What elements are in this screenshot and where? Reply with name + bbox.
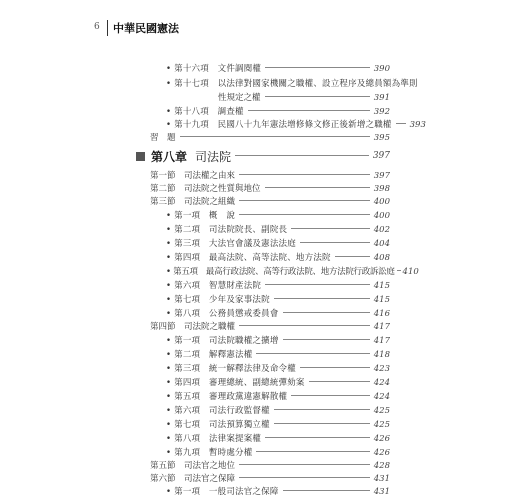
toc-entry-label: • 第六項 智慧財產法院 xyxy=(166,281,262,291)
toc-entry-page: 400 xyxy=(373,211,390,221)
book-title: 中華民國憲法 xyxy=(113,22,179,35)
toc-entry-label: • 第一項 概 說 xyxy=(166,211,236,221)
dot-leader xyxy=(300,367,370,368)
toc-entry-label: 第五節 司法官之地位 xyxy=(150,461,236,471)
toc-entry-page: 426 xyxy=(373,448,390,458)
toc-entry-label: • 第九項 暫時處分權 xyxy=(166,448,253,458)
toc-entry-page: 390 xyxy=(373,64,390,74)
toc-entry-label: • 第四項 最高法院、高等法院、地方法院 xyxy=(166,253,331,263)
toc-entry[interactable] xyxy=(150,169,390,182)
dot-leader xyxy=(180,136,370,137)
dot-leader xyxy=(248,110,370,111)
toc-entry[interactable] xyxy=(166,307,390,320)
toc-entry-page: 431 xyxy=(373,487,390,497)
toc-entry-page: 431 xyxy=(373,474,390,484)
dot-leader xyxy=(274,409,370,410)
toc-entry-page: 428 xyxy=(373,461,390,471)
toc-entry-label: 第二節 司法院之性質與地位 xyxy=(150,184,261,194)
dot-leader xyxy=(256,353,369,354)
toc-entry-page: 426 xyxy=(373,434,390,444)
dot-leader xyxy=(239,174,370,175)
dot-leader xyxy=(239,325,370,326)
dot-leader xyxy=(265,284,370,285)
toc-entry-page: 415 xyxy=(373,295,390,305)
dot-leader xyxy=(396,123,406,124)
toc-entry-page: 395 xyxy=(373,133,390,143)
dot-leader xyxy=(265,67,370,68)
toc-entry[interactable] xyxy=(150,182,390,195)
toc-entry-page: 408 xyxy=(373,253,390,263)
toc-entry-page: 418 xyxy=(373,350,390,360)
toc-entry-page: 415 xyxy=(373,281,390,291)
dot-leader xyxy=(274,298,370,299)
dot-leader xyxy=(239,477,370,478)
toc-entry[interactable] xyxy=(166,432,390,445)
toc-entry-page: 424 xyxy=(373,378,390,388)
running-header xyxy=(94,20,424,38)
toc-entry-label: 性規定之權 xyxy=(218,93,261,103)
toc-entry[interactable] xyxy=(166,446,390,459)
toc-entry-label: • 第十八項 調查權 xyxy=(166,107,244,117)
toc-entry-label: • 第七項 司法預算獨立權 xyxy=(166,420,270,430)
toc-entry-label: • 第二項 司法院院長、副院長 xyxy=(166,225,288,235)
toc-entry[interactable] xyxy=(166,265,419,278)
dot-leader xyxy=(335,256,370,257)
dot-leader xyxy=(265,96,370,97)
dot-leader xyxy=(239,200,370,201)
toc-entry[interactable] xyxy=(166,118,426,131)
toc-entry-label: • 第五項 最高行政法院、高等行政法院、地方法院行政訴訟庭 xyxy=(166,267,395,277)
square-bullet-icon xyxy=(136,152,145,161)
toc-entry-continuation[interactable] xyxy=(218,91,390,104)
toc-entry[interactable] xyxy=(166,223,390,236)
chapter-title: 司法院 xyxy=(195,149,232,164)
dot-leader xyxy=(274,423,370,424)
toc-entry[interactable] xyxy=(150,320,390,333)
dot-leader xyxy=(265,187,370,188)
toc-entry[interactable] xyxy=(166,362,390,375)
toc-entry[interactable] xyxy=(166,334,390,347)
dot-leader xyxy=(300,242,370,243)
dot-leader xyxy=(239,464,370,465)
toc-entry[interactable] xyxy=(166,404,390,417)
toc-entry-label: • 第六項 司法行政監督權 xyxy=(166,406,270,416)
toc-entry[interactable] xyxy=(166,62,390,75)
toc-entry-page: 391 xyxy=(373,93,390,103)
toc-entry-page: 423 xyxy=(373,364,390,374)
dot-leader xyxy=(291,395,370,396)
toc-entry-label: • 第一項 司法院職權之擴增 xyxy=(166,336,279,346)
toc-entry[interactable] xyxy=(166,293,390,306)
toc-entry[interactable] xyxy=(166,77,418,90)
toc-entry-label: • 第七項 少年及家事法院 xyxy=(166,295,270,305)
dot-leader xyxy=(239,214,370,215)
toc-entry[interactable] xyxy=(150,195,390,208)
toc-entry-label: 第一節 司法權之由來 xyxy=(150,171,236,181)
toc-entry-label: • 第十六項 文件調閱權 xyxy=(166,64,262,74)
toc-entry-label: • 第八項 公務員懲戒委員會 xyxy=(166,309,279,319)
page-number: 6 xyxy=(94,22,100,32)
toc-entry-page: 400 xyxy=(373,197,390,207)
toc-entry-page: 397 xyxy=(373,171,390,181)
toc-entry-page: 410 xyxy=(402,267,419,277)
toc-entry[interactable] xyxy=(166,105,390,118)
toc-entry-label: • 第八項 法律案提案權 xyxy=(166,434,262,444)
toc-entry-page: 417 xyxy=(373,336,390,346)
dot-leader xyxy=(283,490,370,491)
toc-entry-label: • 第一項 一般司法官之保障 xyxy=(166,487,279,497)
dot-leader xyxy=(256,451,369,452)
header-divider xyxy=(107,20,108,36)
chapter-number: 第八章 xyxy=(151,149,188,164)
toc-entry-label: • 第十九項 民國八十九年憲法增修條文修正後新增之職權 xyxy=(166,120,392,130)
toc-entry-page: 424 xyxy=(373,392,390,402)
toc-entry-page: 404 xyxy=(373,239,390,249)
toc-entry-label: • 第三項 大法官會議及憲法法庭 xyxy=(166,239,296,249)
toc-entry-page: 393 xyxy=(409,120,426,130)
toc-entry[interactable] xyxy=(150,472,390,485)
toc-entry-label: • 第二項 解釋憲法權 xyxy=(166,350,253,360)
toc-entry-label: 第六節 司法官之保障 xyxy=(150,474,236,484)
toc-entry-label: • 第四項 審理總統、副總統彈劾案 xyxy=(166,378,305,388)
toc-entry-page: 416 xyxy=(373,309,390,319)
toc-entry-page: 402 xyxy=(373,225,390,235)
dot-leader xyxy=(397,270,401,271)
toc-entry[interactable] xyxy=(166,390,390,403)
chapter-page: 397 xyxy=(372,151,390,161)
toc-entry-label: 習 題 xyxy=(150,133,176,143)
toc-entry[interactable] xyxy=(166,209,390,222)
toc-entry[interactable] xyxy=(166,348,390,361)
toc-entry-page: 425 xyxy=(373,406,390,416)
toc-entry[interactable] xyxy=(166,251,390,264)
toc-entry-page: 398 xyxy=(373,184,390,194)
toc-entry[interactable] xyxy=(150,131,390,144)
toc-entry[interactable] xyxy=(166,279,390,292)
dot-leader xyxy=(309,381,370,382)
dot-leader xyxy=(283,339,370,340)
toc-entry[interactable] xyxy=(166,237,390,250)
toc-entry-page: 417 xyxy=(373,322,390,332)
toc-entry-label: • 第五項 審理政黨違憲解散權 xyxy=(166,392,288,402)
toc-entry-page: 392 xyxy=(373,107,390,117)
toc-entry[interactable] xyxy=(166,418,390,431)
toc-entry[interactable] xyxy=(150,459,390,472)
dot-leader xyxy=(291,228,370,229)
toc-entry-label: 第四節 司法院之職權 xyxy=(150,322,236,332)
toc-entry[interactable] xyxy=(166,485,390,498)
toc-entry[interactable] xyxy=(166,376,390,389)
dot-leader xyxy=(235,155,369,156)
toc-entry-page: 425 xyxy=(373,420,390,430)
toc-entry-label: • 第三項 統一解釋法律及命令權 xyxy=(166,364,296,374)
chapter-heading[interactable] xyxy=(136,147,390,165)
dot-leader xyxy=(283,312,370,313)
toc-entry-label: • 第十七項 以法律對國家機關之職權、設立程序及總員額為準則 xyxy=(166,79,418,89)
toc-entry-label: 第三節 司法院之組織 xyxy=(150,197,236,207)
dot-leader xyxy=(265,437,370,438)
